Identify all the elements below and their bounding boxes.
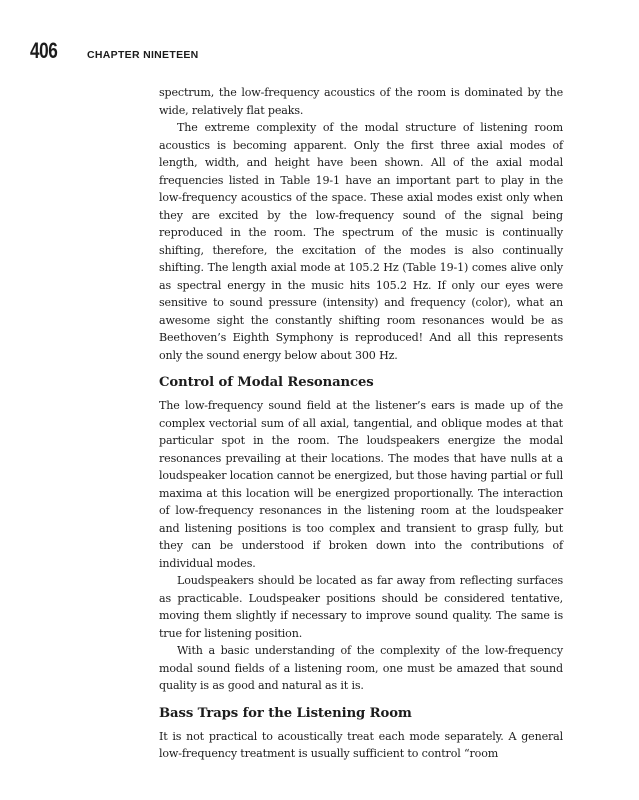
body-text xyxy=(159,84,563,763)
paragraph-basic-understanding: With a basic understanding of the complexity of the low-frequency modal sound fields of a listening room, one must be amazed that sound quality is as good and natural as it is. xyxy=(159,644,563,692)
section-heading-control-of-modal-resonances: Control of Modal Resonances xyxy=(159,375,374,390)
paragraph-continued: spectrum, the low-frequency acoustics of the room is dominated by the wide, relatively flat peaks. xyxy=(159,86,563,117)
paragraph-loudspeaker-location: Loudspeakers should be located as far away from reflecting surfaces as practicable. Loudspeaker positions should be considered tentative, moving them slightly if necessary to improve sound quality. The same is true for listening position. xyxy=(159,574,563,640)
section-heading-bass-traps: Bass Traps for the Listening Room xyxy=(159,705,412,721)
paragraph-sound-field: The low-frequency sound field at the listener’s ears is made up of the complex vectorial sum of all axial, tangential, and oblique modes at that particular spot in the room. The loudspeakers energize the modal resonances prevailing at their locations. The modes that have nulls at a loudspeaker location cannot be energized, but those having partial or full maxima at this location will be energized proportionally. The interaction of low-frequency resonances in the listening room at the loudspeaker and listening positions is too complex and transient to grasp fully, but they can be understood if broken down into the contributions of individual modes. xyxy=(159,399,563,570)
paragraph-bass-traps: It is not practical to acoustically treat each mode separately. A general low-frequency treatment is usually sufficient to control “room xyxy=(159,729,563,760)
running-header xyxy=(30,39,199,63)
page-number: 406 xyxy=(30,38,58,63)
paragraph-modal-complexity: The extreme complexity of the modal structure of listening room acoustics is becoming apparent. Only the first three axial modes of length, width, and height have been shown. All of the axial modal frequencies listed in Table 19-1 have an important part to play in the low-frequency acoustics of the space. These axial modes exist only when they are excited by the low-frequency sound of the signal being reproduced in the room. The spectrum of the music is continually shifting, therefore, the excitation of the modes is also continually shifting. The length axial mode at 105.2 Hz (Table 19-1) comes alive only as spectral energy in the music hits 105.2 Hz. If only our eyes were sensitive to sound pressure (intensity) and frequency (color), what an awesome sight the constantly shifting room resonances would be as Beethoven’s Eighth Symphony is reproduced! And all this represents only the sound energy below about 300 Hz. xyxy=(159,121,563,362)
chapter-title: CHAPTER NINETEEN xyxy=(87,49,199,61)
